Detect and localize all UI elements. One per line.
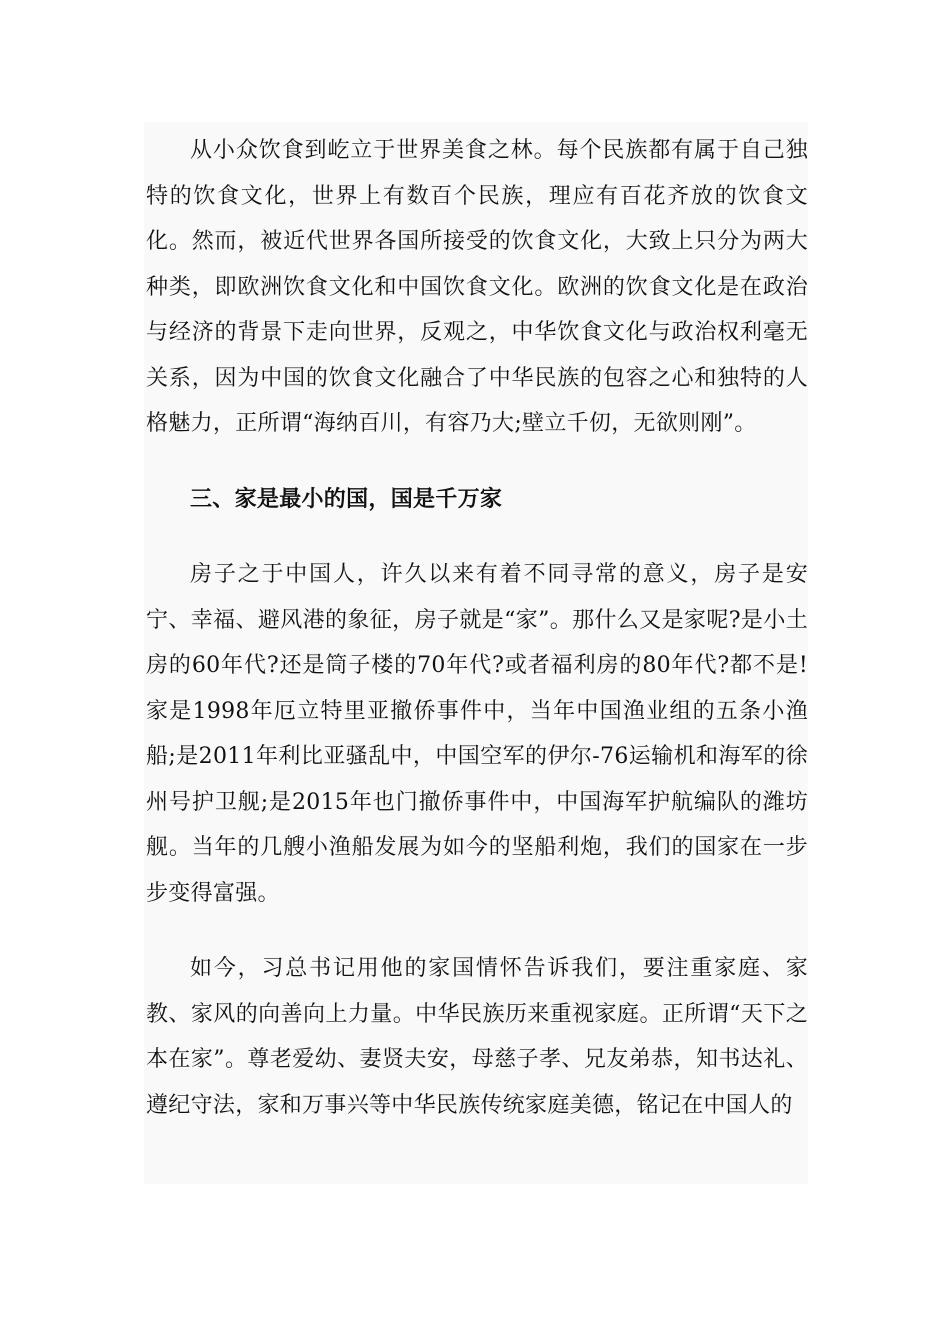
- section-heading: 三、家是最小的国，国是千万家: [190, 485, 503, 512]
- document-body: [146, 128, 808, 1128]
- paragraph-home-meaning: 房子之于中国人，许久以来有着不同寻常的意义，房子是安宁、幸福、避风港的象征，房子就是“家”。那什么又是家呢?是小土房的60年代?还是筒子楼的70年代?或者福利房的80年代?都不是!家是1998年厄立特里亚撤侨事件中，当年中国渔业组的五条小渔船;是2011年利比亚骚乱中，中国空军的伊尔-76运输机和海军的徐州号护卫舰;是2015年也门撤侨事件中，中国海军护航编队的潍坊舰。当年的几艘小渔船发展为如今的坚船利炮，我们的国家在一步步变得富强。: [146, 562, 808, 906]
- paragraph-food-culture: 从小众饮食到屹立于世界美食之林。每个民族都有属于自己独特的饮食文化，世界上有数百个民族，理应有百花齐放的饮食文化。然而，被近代世界各国所接受的饮食文化，大致上只分为两大种类，即欧洲饮食文化和中国饮食文化。欧洲的饮食文化是在政治与经济的背景下走向世界，反观之，中华饮食文化与政治权利毫无关系，因为中国的饮食文化融合了中华民族的包容之心和独特的人格魅力，正所谓“海纳百川，有容乃大;壁立千仞，无欲则刚”。: [146, 138, 808, 436]
- paragraph-family-values: 如今，习总书记用他的家国情怀告诉我们，要注重家庭、家教、家风的向善向上力量。中华民族历来重视家庭。正所谓“天下之本在家”。尊老爱幼、妻贤夫安，母慈子孝、兄友弟恭，知书达礼、遵纪守法，家和万事兴等中华民族传统家庭美德，铭记在中国人的: [146, 956, 808, 1118]
